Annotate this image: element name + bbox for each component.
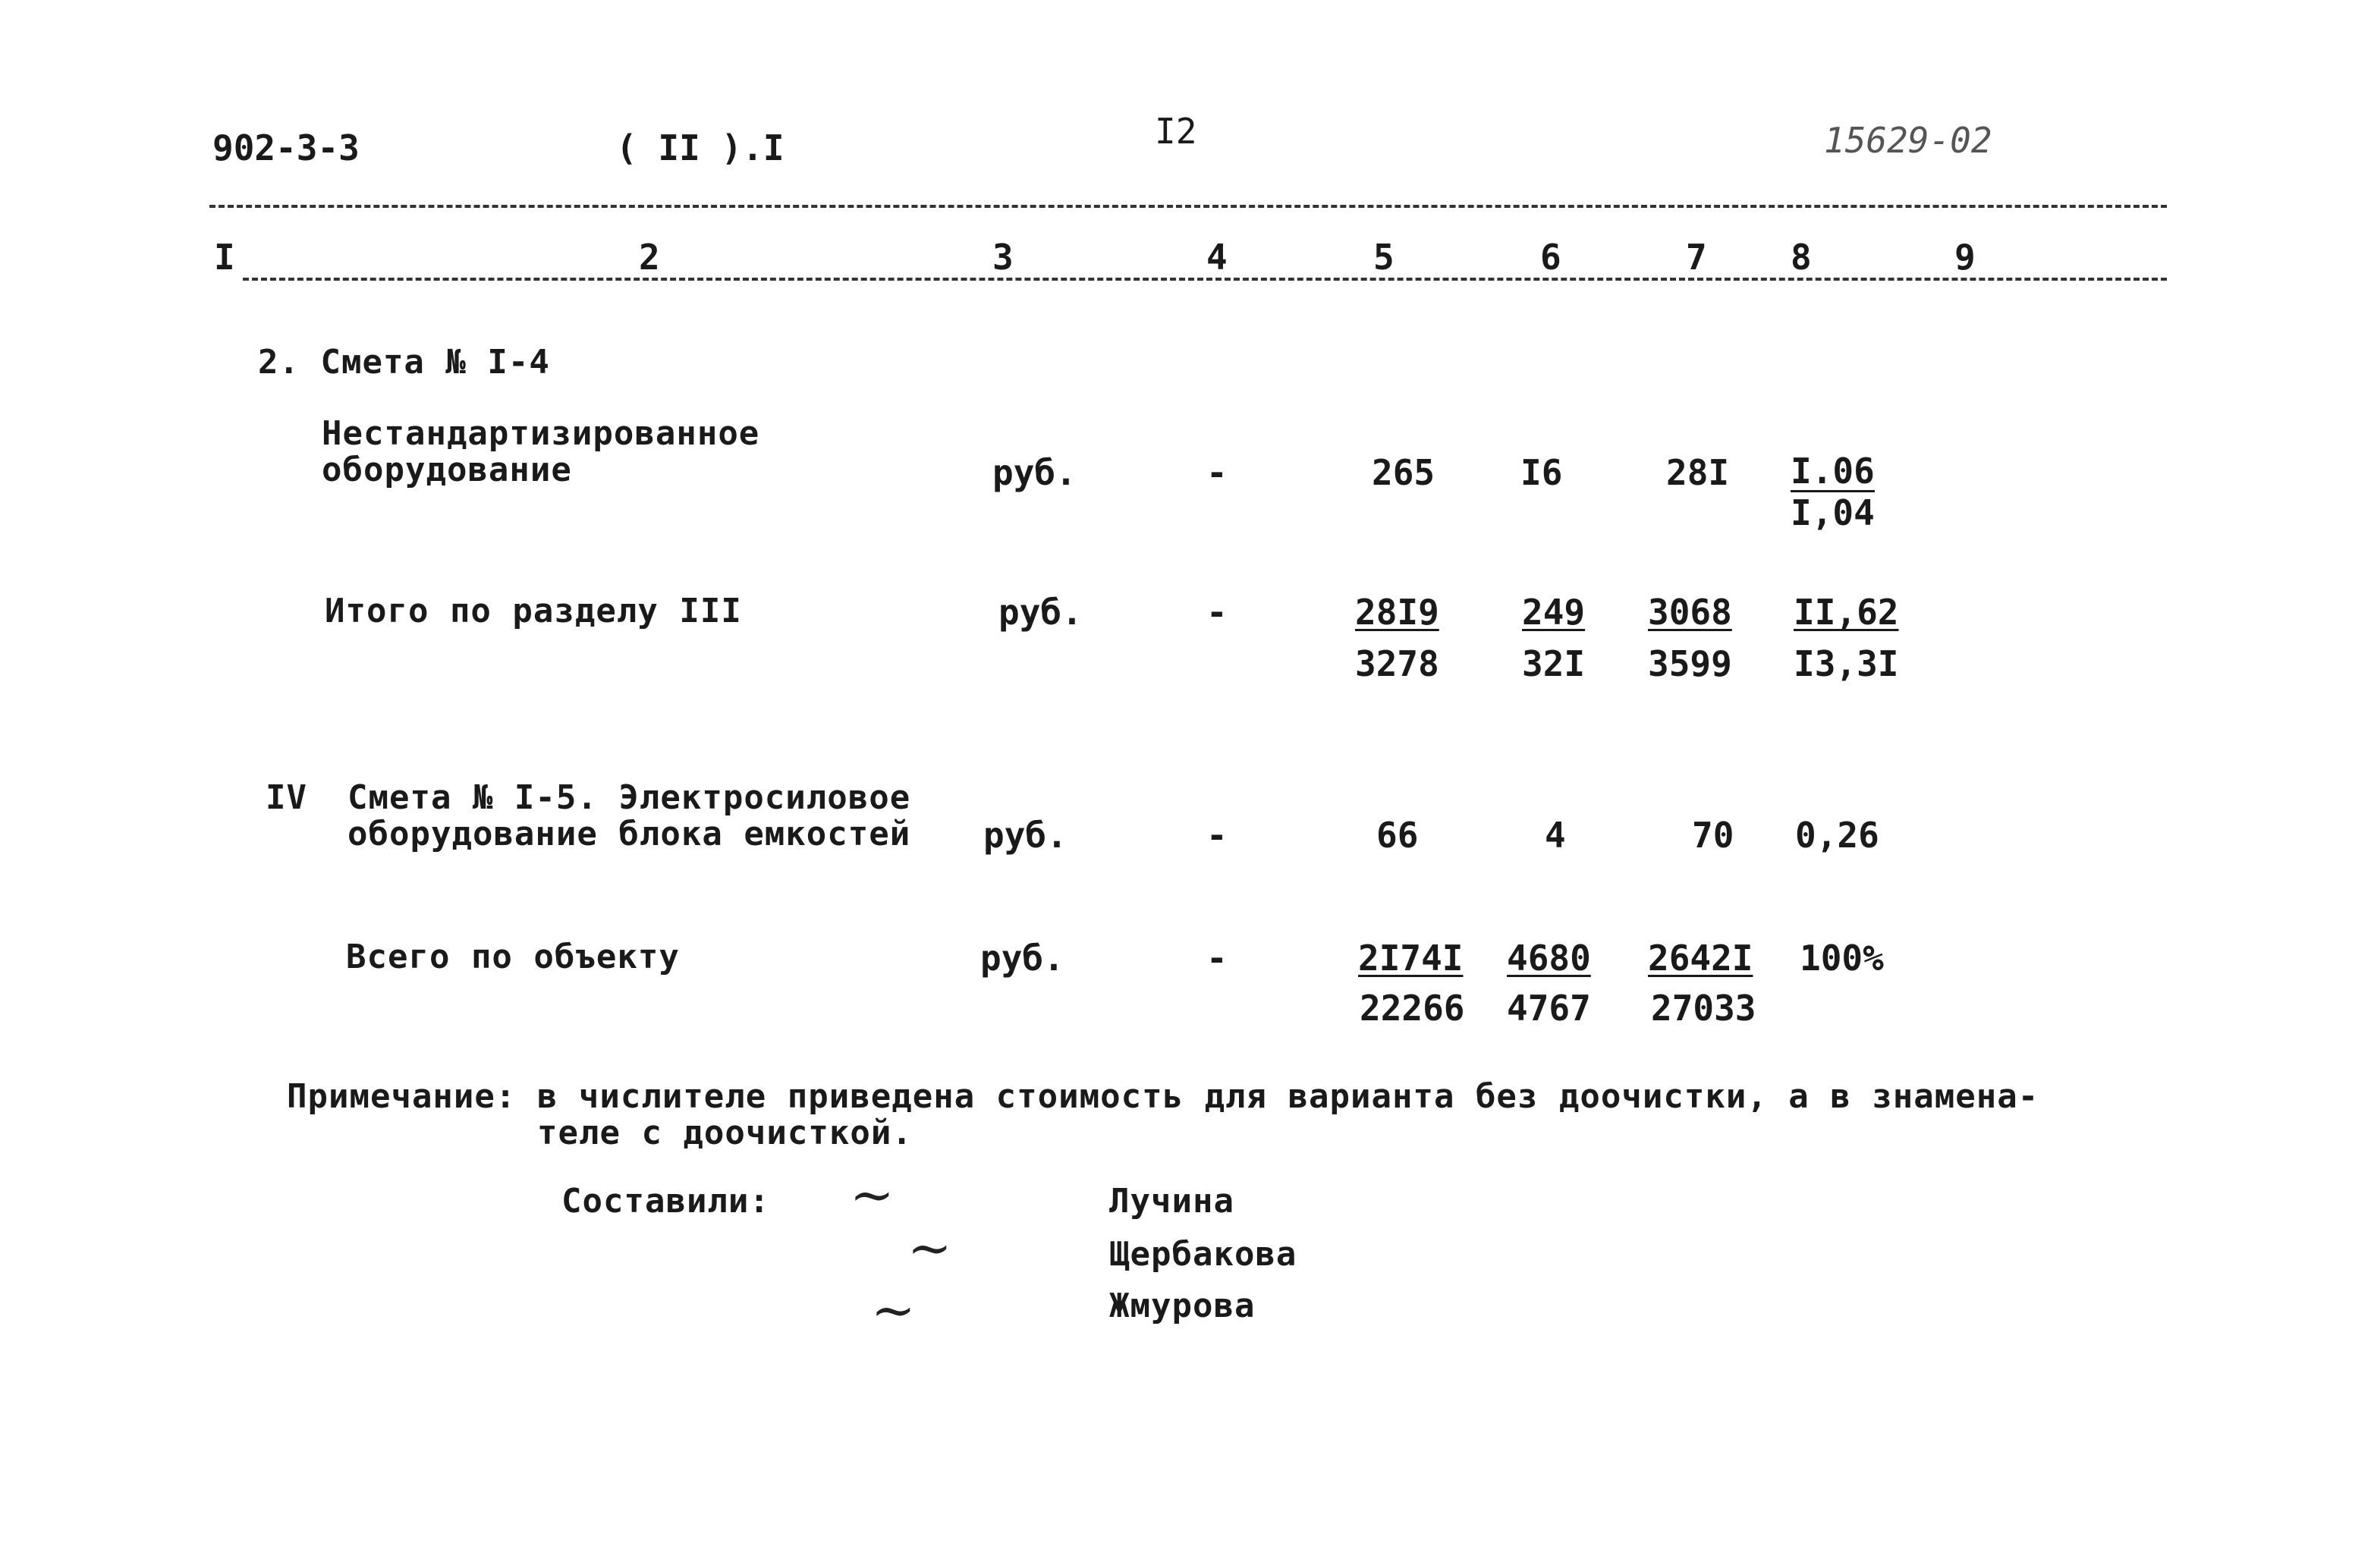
col8-bottom: I,04 <box>1791 492 1875 533</box>
column-number: 2 <box>639 237 660 278</box>
header-divider-bottom <box>243 278 2167 281</box>
section-4-number: IV <box>266 778 307 817</box>
col7-top: 3068 <box>1648 592 1732 633</box>
col5-top: 28I9 <box>1355 592 1439 633</box>
unit: руб. <box>998 592 1083 633</box>
signatory-name: Щербакова <box>1109 1235 1297 1274</box>
signatory-name: Лучина <box>1109 1182 1234 1221</box>
col4-value: - <box>1206 815 1228 856</box>
column-number: 7 <box>1686 237 1707 278</box>
col7-top: 2642I <box>1648 938 1753 979</box>
header-divider-top <box>209 205 2167 208</box>
col8-fraction <box>1791 451 1875 533</box>
column-number: 4 <box>1206 237 1228 278</box>
signatures-label: Составили: <box>561 1182 770 1221</box>
col6-top: 4680 <box>1507 938 1591 979</box>
col6-top: 249 <box>1522 592 1586 633</box>
signature-scribble: ~ <box>871 1279 916 1341</box>
col8-top: II,62 <box>1794 592 1899 633</box>
section-4-title: оборудование блока емкостей <box>347 815 911 853</box>
col5-bottom: 22266 <box>1360 988 1465 1029</box>
col5-bottom: 3278 <box>1355 643 1439 684</box>
note-line: Примечание: в числителе приведена стоимость для варианта без доочистки, а в знамена- <box>287 1077 2039 1116</box>
total-label: Всего по объекту <box>346 938 680 976</box>
row-name: Нестандартизированное <box>322 414 760 453</box>
stamp-number: 15629-02 <box>1824 120 1992 161</box>
col6-value: I6 <box>1520 452 1563 493</box>
col4-value: - <box>1206 452 1228 493</box>
signature-scribble: ~ <box>907 1217 952 1279</box>
col8-top: I.06 <box>1791 451 1875 492</box>
page-number: I2 <box>1155 111 1197 152</box>
col7-bottom: 27033 <box>1651 988 1756 1029</box>
col7-value: 28I <box>1666 452 1730 493</box>
col7-value: 70 <box>1692 815 1734 856</box>
row-name: оборудование <box>322 451 572 489</box>
unit: руб. <box>992 452 1077 493</box>
signature-scribble: ~ <box>850 1164 895 1226</box>
col5-value: 265 <box>1372 452 1435 493</box>
note-line: теле с доочисткой. <box>537 1114 913 1152</box>
signatory-name: Жмурова <box>1109 1287 1256 1325</box>
column-number: 9 <box>1954 237 1976 278</box>
volume-label: ( II ).I <box>616 127 785 168</box>
section-4-title: Смета № I-5. Электросиловое <box>347 778 911 817</box>
document-code: 902-3-3 <box>212 127 360 168</box>
column-number: 6 <box>1540 237 1561 278</box>
column-number: 8 <box>1791 237 1812 278</box>
subtotal-label: Итого по разделу III <box>325 592 742 630</box>
unit: руб. <box>983 815 1068 856</box>
col5-top: 2I74I <box>1358 938 1464 979</box>
section-2-title: 2. Смета № I-4 <box>258 343 550 382</box>
col6-bottom: 32I <box>1522 643 1586 684</box>
col8-value: 100% <box>1800 938 1884 979</box>
col6-value: 4 <box>1545 815 1566 856</box>
col4-value: - <box>1206 592 1228 633</box>
col7-bottom: 3599 <box>1648 643 1732 684</box>
col6-bottom: 4767 <box>1507 988 1591 1029</box>
column-number: 3 <box>992 237 1014 278</box>
unit: руб. <box>980 938 1064 979</box>
col5-value: 66 <box>1376 815 1419 856</box>
column-number: 5 <box>1373 237 1395 278</box>
col4-value: - <box>1206 938 1228 979</box>
col8-value: 0,26 <box>1795 815 1879 856</box>
column-number: I <box>214 237 235 278</box>
col8-bottom: I3,3I <box>1794 643 1899 684</box>
